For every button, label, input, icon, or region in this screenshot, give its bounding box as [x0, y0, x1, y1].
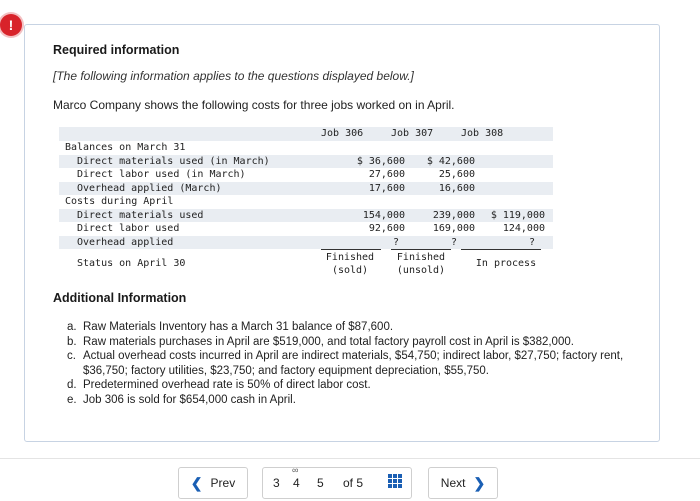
cell-job-308: $ 119,000 [490, 209, 545, 221]
cell-job-307: 169,000 [432, 223, 475, 234]
additional-info-title: Additional Information [53, 291, 187, 305]
prev-button[interactable] [178, 467, 248, 499]
list-marker: e. [67, 393, 77, 406]
cell-job-308: 124,000 [502, 223, 545, 234]
intro-text: Marco Company shows the following costs for three jobs worked on in April. [53, 98, 455, 112]
cell-job-307: 239,000 [432, 209, 475, 221]
status-job-307: Finished (unsold) [396, 252, 446, 276]
chevron-left-icon: ❮ [190, 474, 203, 491]
row-label: Costs during April [65, 196, 174, 207]
list-text: Predetermined overhead rate is 50% of direct labor cost. [83, 379, 371, 391]
table-header [59, 127, 553, 141]
table-row [59, 236, 553, 250]
list-item [67, 378, 647, 393]
section-title: Required information [53, 43, 180, 57]
page-count: of 5 [343, 476, 364, 490]
status-job-308: In process [475, 258, 537, 269]
list-marker: c. [67, 350, 76, 362]
row-label: Direct materials used (in March) [77, 155, 270, 167]
list-marker: a. [67, 321, 77, 333]
list-item [67, 320, 647, 335]
list-text: Raw Materials Inventory has a March 31 balance of $87,600. [83, 321, 394, 333]
list-marker: b. [67, 335, 77, 348]
cell-job-307: ? [450, 236, 457, 248]
row-label: Overhead applied (March) [77, 182, 222, 194]
additional-info-list [67, 320, 647, 407]
alert-icon: ! [0, 14, 22, 36]
row-label: Direct labor used (in March) [77, 169, 246, 180]
table-row [59, 209, 553, 223]
page-navigator [262, 467, 412, 499]
header-job-306: Job 306 [321, 128, 364, 139]
row-label: Balances on March 31 [65, 142, 186, 153]
page-5-button[interactable]: 5 [317, 476, 324, 490]
table-row [59, 222, 553, 236]
cell-job-307: $ 42,600 [426, 155, 475, 167]
cell-job-306: 17,600 [368, 182, 405, 194]
table-row [59, 249, 553, 277]
list-text: Actual overhead costs incurred in April are indirect materials, $54,750; indirect labor, $27,750; factory rent, $36,750; factory utilities, $23,750; and factory equipment depreciation, $55,750. [83, 350, 624, 377]
row-label: Direct materials used [77, 209, 204, 221]
table-row [59, 141, 553, 155]
list-marker: d. [67, 379, 77, 391]
row-label: Overhead applied [77, 236, 174, 248]
row-label: Status on April 30 [77, 258, 186, 269]
total-rule [461, 249, 541, 250]
list-item [67, 335, 647, 350]
header-job-307: Job 307 [391, 128, 434, 139]
table-row [59, 168, 553, 182]
next-button[interactable] [428, 467, 498, 499]
section-subtitle: [The following information applies to the questions displayed below.] [53, 69, 414, 83]
list-item [67, 393, 647, 408]
total-rule [321, 249, 381, 250]
cell-job-307: 25,600 [438, 169, 475, 180]
table-row [59, 182, 553, 196]
footer-divider [0, 458, 700, 459]
cell-job-307: 16,600 [438, 182, 475, 194]
page-3-button[interactable]: 3 [273, 476, 280, 490]
table-row [59, 155, 553, 169]
grid-icon[interactable] [388, 474, 402, 488]
status-job-306: Finished (sold) [325, 252, 375, 276]
cell-job-306: $ 36,600 [356, 155, 405, 167]
row-label: Direct labor used [77, 223, 180, 234]
next-label: Next [440, 476, 466, 490]
cell-job-306: 154,000 [362, 209, 405, 221]
header-job-308: Job 308 [461, 128, 504, 139]
cell-job-306: ? [392, 236, 399, 248]
list-item [67, 349, 647, 378]
link-icon: ∞ [292, 465, 299, 475]
cell-job-308: ? [528, 236, 535, 248]
cell-job-306: 27,600 [368, 169, 405, 180]
page-4-button[interactable]: 4 [293, 476, 300, 490]
question-card [24, 24, 660, 442]
job-cost-table [59, 127, 553, 277]
total-rule [391, 249, 451, 250]
list-text: Job 306 is sold for $654,000 cash in April. [83, 393, 296, 406]
chevron-right-icon: ❯ [473, 474, 486, 491]
list-text: Raw materials purchases in April are $519,000, and total factory payroll cost in April is $382,000. [83, 335, 574, 348]
table-row [59, 195, 553, 209]
prev-label: Prev [210, 476, 236, 490]
cell-job-306: 92,600 [368, 223, 405, 234]
